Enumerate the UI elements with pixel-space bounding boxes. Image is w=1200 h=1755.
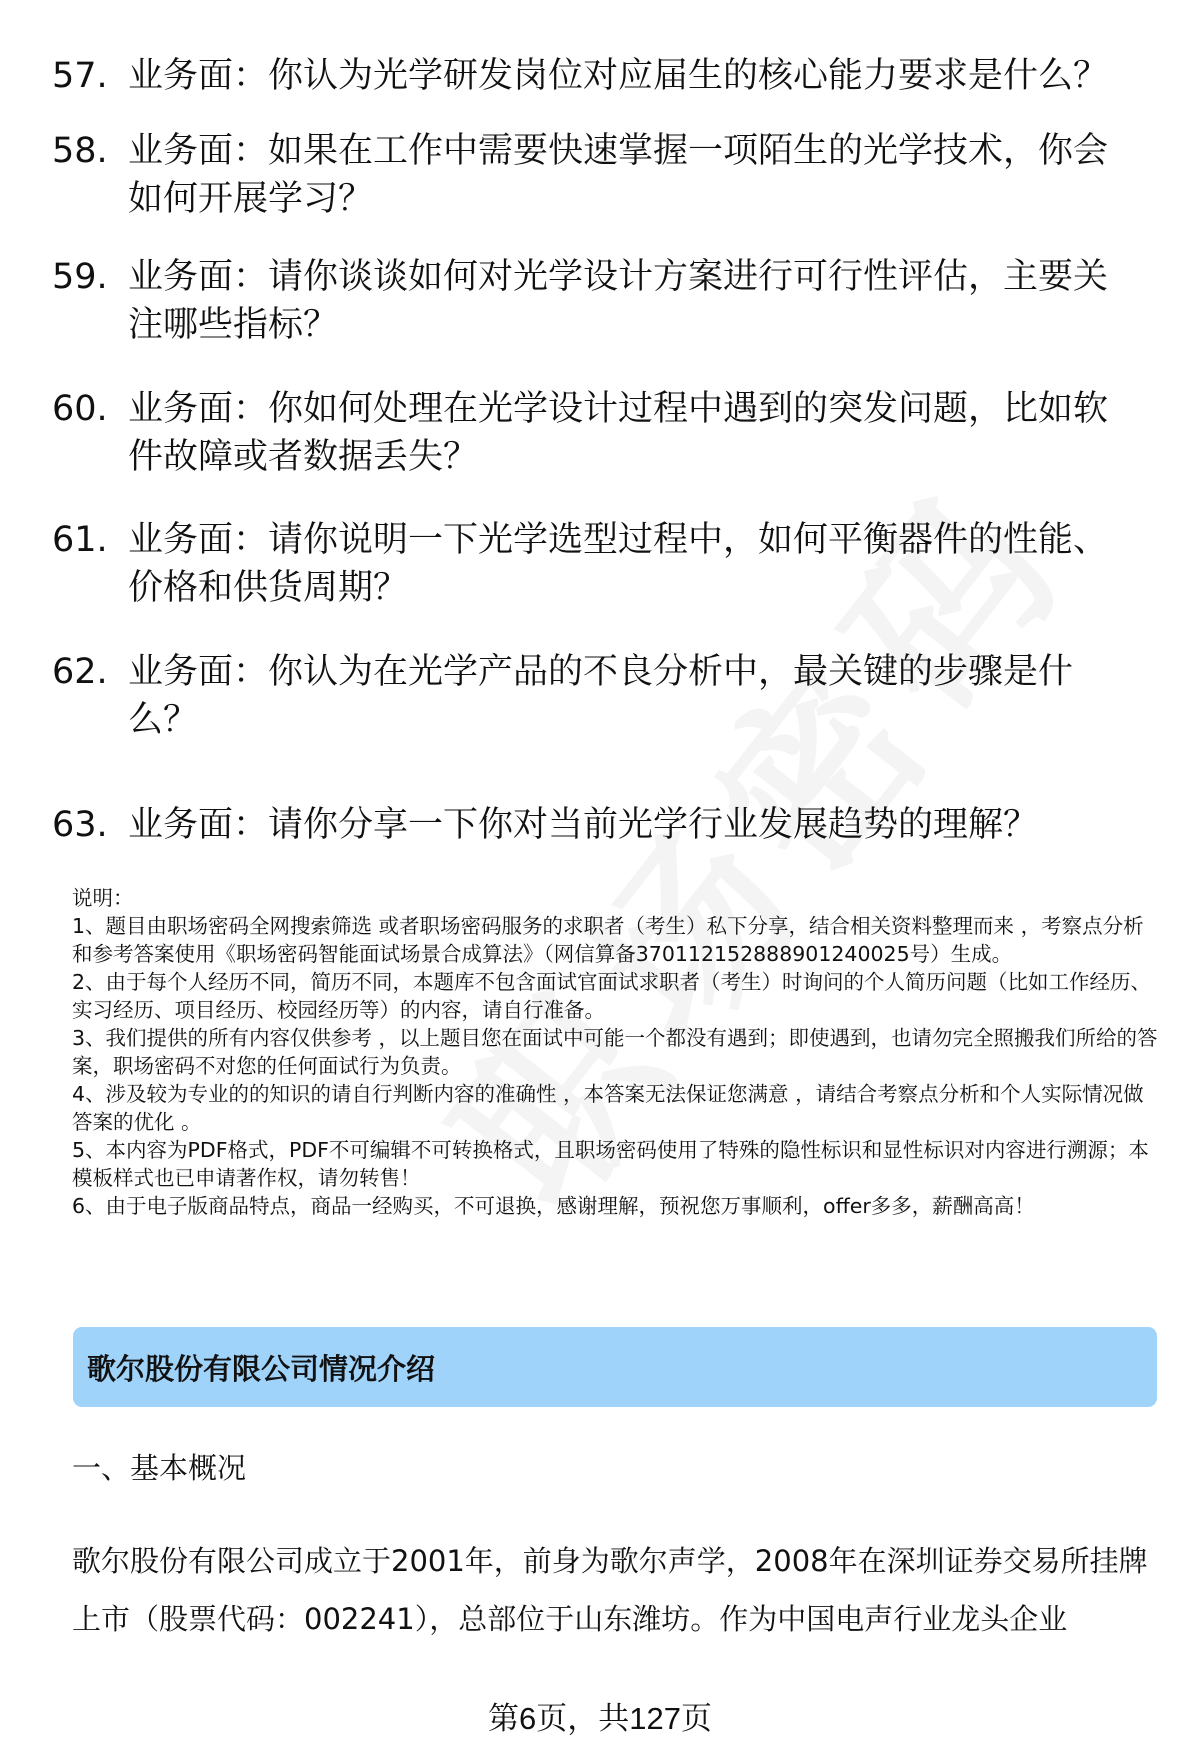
note-item: 5、本内容为PDF格式，PDF不可编辑不可转换格式，且职场密码使用了特殊的隐性标识和显性标识对内容进行溯源；本模板样式也已申请著作权，请勿转售！ — [72, 1138, 1149, 1190]
question-item — [52, 253, 1152, 349]
question-item — [52, 648, 1152, 744]
question-number: 60. — [52, 389, 108, 429]
question-text: 业务面：你如何处理在光学设计过程中遇到的突发问题，比如软件故障或者数据丢失？ — [128, 389, 1109, 477]
note-item: 4、涉及较为专业的的知识的请自行判断内容的准确性 ，本答案无法保证您满意 ，请结合考察点分析和个人实际情况做答案的优化 。 — [72, 1082, 1144, 1134]
question-item — [52, 52, 1152, 100]
paragraph-text: 歌尔股份有限公司成立于2001年，前身为歌尔声学，2008年在深圳证券交易所挂牌上市（股票代码：002241），总部位于山东潍坊。作为中国电声行业龙头企业 — [72, 1544, 1148, 1636]
note-item: 2、由于每个人经历不同，简历不同，本题库不包含面试官面试求职者（考生）时询问的个人简历问题（比如工作经历、实习经历、项目经历、校园经历等）的内容，请自行准备。 — [72, 970, 1152, 1022]
question-text: 业务面：请你分享一下你对当前光学行业发展趋势的理解？ — [128, 805, 1039, 845]
note-item: 1、题目由职场密码全网搜索筛选 或者职场密码服务的求职者（考生）私下分享，结合相关资料整理而来 ，考察点分析和参考答案使用《职场密码智能面试场景合成算法》（网信算备370112152888901240025号）生成。 — [72, 914, 1144, 966]
section-heading: 一、基本概况 — [72, 1451, 247, 1485]
question-item — [52, 127, 1152, 223]
question-number: 58. — [52, 131, 108, 171]
question-text: 业务面：你认为光学研发岗位对应届生的核心能力要求是什么？ — [128, 56, 1109, 96]
page-footer: 第6页，共127页 — [488, 1701, 712, 1736]
question-item — [52, 801, 1152, 849]
question-text: 业务面：请你谈谈如何对光学设计方案进行可行性评估，主要关注哪些指标？ — [128, 257, 1109, 345]
banner-title: 歌尔股份有限公司情况介绍 — [87, 1351, 436, 1386]
company-overview-paragraph — [72, 1532, 1162, 1648]
question-number: 62. — [52, 652, 108, 692]
note-item: 6、由于电子版商品特点，商品一经购买，不可退换，感谢理解，预祝您万事顺利，offer多多，薪酬高高！ — [72, 1194, 1035, 1218]
question-item — [52, 385, 1152, 481]
question-number: 59. — [52, 257, 108, 297]
notes-section — [72, 884, 1162, 1220]
question-item — [52, 516, 1152, 612]
note-item: 3、我们提供的所有内容仅供参考 ，以上题目您在面试中可能一个都没有遇到；即使遇到，也请勿完全照搬我们所给的答案，职场密码不对您的任何面试行为负责。 — [72, 1026, 1158, 1078]
question-number: 57. — [52, 56, 108, 96]
company-intro-banner — [73, 1327, 1157, 1407]
question-number: 61. — [52, 520, 108, 560]
question-text: 业务面：请你说明一下光学选型过程中，如何平衡器件的性能、价格和供货周期？ — [128, 520, 1109, 608]
notes-heading: 说明： — [72, 886, 134, 910]
question-number: 63. — [52, 805, 108, 845]
question-text: 业务面：如果在工作中需要快速掌握一项陌生的光学技术，你会如何开展学习？ — [128, 131, 1109, 219]
question-text: 业务面：你认为在光学产品的不良分析中，最关键的步骤是什么？ — [128, 652, 1074, 740]
